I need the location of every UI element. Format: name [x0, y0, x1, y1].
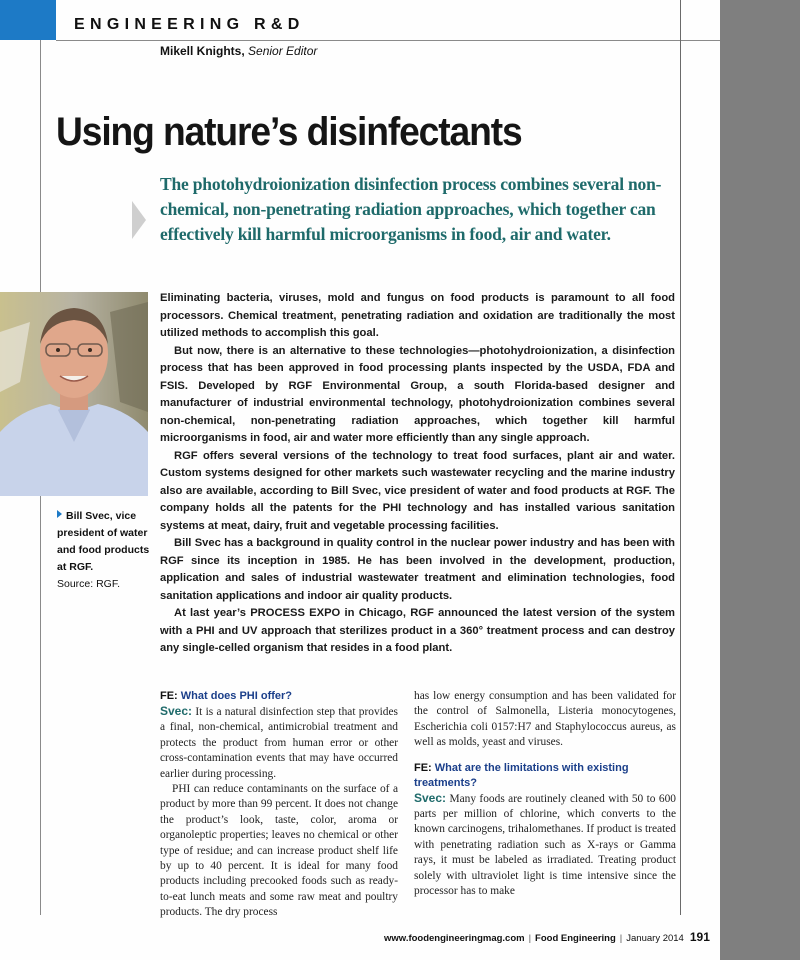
page-number: 191	[689, 930, 710, 944]
article-title: Using nature’s disinfectants	[56, 110, 522, 154]
footer-date: January 2014	[626, 933, 684, 944]
intro-paragraph: Eliminating bacteria, viruses, mold and fungus on food products is paramount to all food processors. Chemical treatment, penetrating radiation and oxidation are traditionally the most utilized methods to accomplish this goal.	[160, 292, 675, 339]
portrait-illustration	[0, 292, 148, 496]
answer-text: It is a natural disinfection step that provides a final, non-chemical, antimicrobial treatment and protects the product from human error or other cross-contamination events that may have occurred earlier during processing.	[160, 706, 398, 780]
qa-column-right	[414, 689, 676, 899]
article-deck: The photohydroionization disinfection process combines several non-chemical, non-penetrating radiation approaches, which together can effectively kill harmful microorganisms in food, air and water.	[160, 174, 662, 244]
question-prefix: FE:	[414, 761, 432, 774]
question-prefix: FE:	[160, 690, 178, 702]
author-title: Senior Editor	[248, 44, 318, 58]
answer-text: Many foods are routinely cleaned with 50 to 600 parts per million of chlorine, which converts to the known carcinogens, trihalomethanes. If product is treated with penetrating radiation such as X-rays or Gamma rays, it must be labeled as irradiated. Treating product solely with ultraviolet light is time intensive since the processor has to make	[414, 792, 677, 898]
photo-caption	[57, 508, 152, 593]
intro-paragraph: But now, there is an alternative to these technologies—photohydroionization, a disinfection process that has been approved in food processing plants inspected by the USDA, FDA and FSIS. Developed by RGF Environmental Group, a south Florida-based designer and manufacturer of industrial environmental technology, photohydroionization combines several non-chemical, non-penetrating radiation approaches, which together kill harmful microorganisms in food, air and water more efficiently than any single approach.	[160, 344, 675, 444]
intro-paragraph: At last year’s PROCESS EXPO in Chicago, RGF announced the latest version of the system with a PHI and UV approach that sterilizes product in a 360° treatment process and can destroy any single-celled organism that resides in a food plant.	[160, 607, 675, 654]
answer-1-continued: has low energy consumption and has been validated for the control of Salmonella, Listeria monocytogenes, Escherichia coli 0157:H7 and Staphylococcus aureus, as well as molds, yeast and viruses.	[414, 690, 676, 749]
section-color-block	[0, 0, 56, 40]
footer-separator: |	[528, 933, 532, 944]
page-margin-panel	[720, 0, 800, 960]
qa-column-left	[160, 689, 398, 921]
footer-magazine: Food Engineering	[535, 933, 616, 944]
answer-prefix: Svec:	[414, 790, 447, 805]
intro-paragraph: RGF offers several versions of the technology to treat food surfaces, plant air and water. Custom systems designed for other markets such wastewater recycling and the marine industry also are available, according to Bill Svec, vice president of water and food products at RGF. The company holds all the patents for the PHI technology and has installed various sanitation systems at meat, dairy, fruit and vegetable processing facilities.	[160, 449, 675, 532]
right-column-rule	[680, 0, 681, 915]
answer-1-paragraph-2: PHI can reduce contaminants on the surface of a product by more than 99 percent. It does not change the product’s look, taste, color, aroma or organoleptic properties; leaves no chemical or other type of residue; and can increase product shelf life by up to 40 percent. It is ideal for many food products including precooked foods such as ready-to-eat lunch meats and some raw meat and poultry products. The dry process	[160, 783, 398, 919]
byline	[160, 44, 317, 58]
footer-separator: |	[619, 933, 623, 944]
page-footer	[384, 930, 710, 944]
answer-2	[414, 791, 676, 900]
question-2	[414, 761, 676, 791]
caption-arrow-icon	[57, 510, 62, 518]
section-label: ENGINEERING R&D	[74, 16, 305, 33]
caption-source: Source: RGF.	[57, 578, 121, 590]
question-1	[160, 689, 398, 704]
answer-prefix: Svec:	[160, 704, 193, 718]
intro-text	[160, 290, 675, 658]
intro-paragraph: Bill Svec has a background in quality control in the nuclear power industry and has been with RGF since its inception in 1985. He has been involved in the development, production, application and sales of industrial wastewater treatment and elimination technologies, food sanitation applications and indoor air quality products.	[160, 537, 675, 602]
deck-arrow-icon	[132, 201, 146, 239]
footer-url[interactable]: www.foodengineeringmag.com	[384, 933, 525, 944]
question-text: What are the limitations with existing treatments?	[414, 761, 629, 789]
answer-1	[160, 704, 398, 782]
author-name: Mikell Knights,	[160, 44, 245, 58]
caption-text: Bill Svec, vice president of water and food products at RGF.	[57, 510, 150, 573]
header-divider	[56, 40, 720, 41]
portrait-photo	[0, 292, 148, 496]
question-text: What does PHI offer?	[180, 690, 293, 702]
